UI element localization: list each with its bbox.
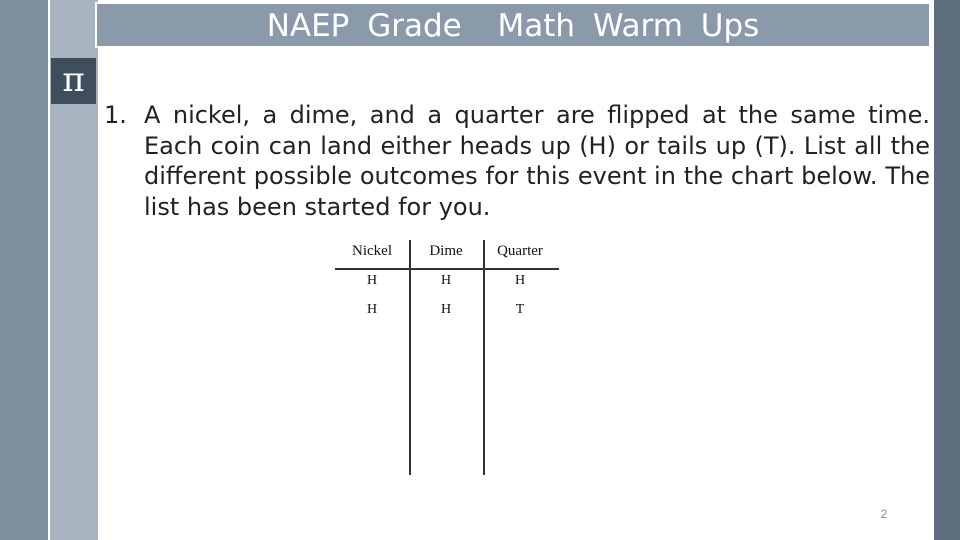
pi-icon: π	[51, 58, 96, 104]
title-bar	[95, 2, 931, 48]
table-cell: H	[366, 302, 378, 317]
table-cell: H	[366, 273, 378, 288]
outcome-table	[335, 238, 560, 476]
page-number: 2	[880, 507, 888, 521]
table-cell: H	[514, 273, 526, 288]
table-header-nickel: Nickel	[352, 243, 392, 259]
left-decorative-strip	[0, 0, 48, 540]
table-header-rule	[335, 268, 559, 270]
question-text: A nickel, a dime, and a quarter are flipped at the same time. Each coin can land either heads up (H) or tails up (T). List all the different possible outcomes for this event in the chart below. The list has been started for you.	[144, 101, 930, 221]
question-block	[104, 100, 930, 222]
table-header-dime: Dime	[429, 243, 463, 259]
table-cell: H	[440, 302, 452, 317]
table-cell: T	[515, 302, 525, 317]
table-cell: H	[440, 273, 452, 288]
slide-title: NAEP Grade Math Warm Ups	[266, 8, 760, 44]
right-decorative-strip	[934, 0, 960, 540]
table-header-quarter: Quarter	[497, 243, 543, 259]
question-number: 1.	[104, 101, 127, 129]
